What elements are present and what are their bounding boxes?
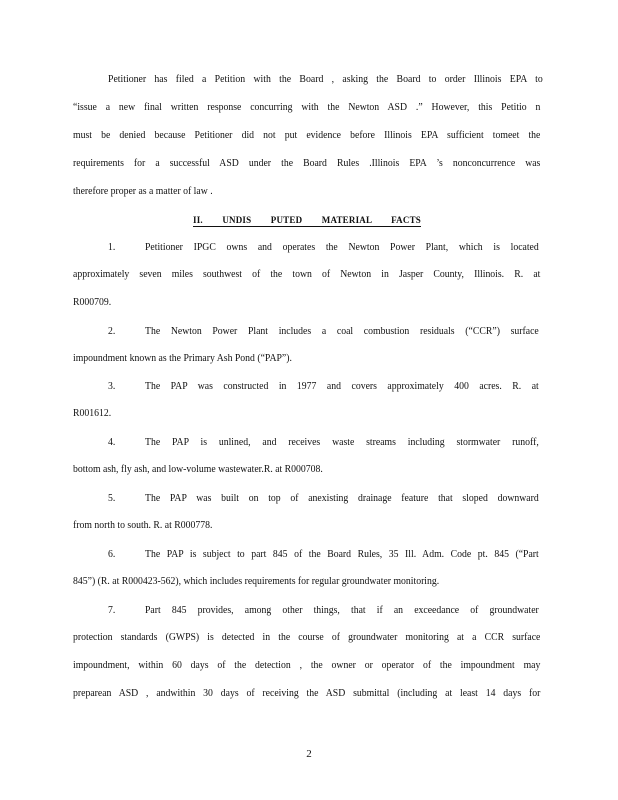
paragraph-first-line: The PAP is subject to part 845 of the Board Rules, 35 Ill. Adm. Code pt. 845 (“Part <box>145 549 539 560</box>
paragraph-number: 1. <box>108 242 116 253</box>
paragraph-line: bottom ash, fly ash, and low-volume wastewater.R. at R000708. <box>73 464 323 475</box>
paragraph-first-line: Petitioner IPGC owns and operates the Newton Power Plant, which is located <box>145 242 539 253</box>
intro-line-2: “issue a new final written response concurring with the Newton ASD .” However, this Petitio n <box>73 102 541 113</box>
paragraph-first-line: The PAP was built on top of anexisting drainage feature that sloped downward <box>145 493 539 504</box>
paragraph-number: 6. <box>108 549 116 560</box>
paragraph-line: approximately seven miles southwest of the town of Newton in Jasper County, Illinois. R. at <box>73 269 541 280</box>
paragraph-line: impoundment known as the Primary Ash Pond (“PAP”). <box>73 353 292 364</box>
paragraph-line: R001612. <box>73 408 112 419</box>
paragraph-number: 4. <box>108 437 116 448</box>
paragraph-number: 2. <box>108 326 116 337</box>
paragraph-first-line: Part 845 provides, among other things, that if an exceedance of groundwater <box>145 605 539 616</box>
paragraph-line: preparean ASD , andwithin 30 days of receiving the ASD submittal (including at least 14 days for <box>73 688 541 699</box>
paragraph-line: protection standards (GWPS) is detected in the course of groundwater monitoring at a CCR surface <box>73 632 541 643</box>
page-number: 2 <box>306 748 312 760</box>
paragraph-number: 7. <box>108 605 116 616</box>
paragraph-first-line: The PAP is unlined, and receives waste streams including stormwater runoff, <box>145 437 539 448</box>
paragraph-line: from north to south. R. at R000778. <box>73 520 213 531</box>
paragraph-line: R000709. <box>73 297 112 308</box>
intro-line-1: Petitioner has filed a Petition with the Board , asking the Board to order Illinois EPA to <box>108 74 543 85</box>
paragraph-line: impoundment, within 60 days of the detection , the owner or operator of the impoundment may <box>73 660 541 671</box>
intro-line-5: therefore proper as a matter of law . <box>73 186 213 197</box>
paragraph-number: 3. <box>108 381 116 392</box>
intro-line-3: must be denied because Petitioner did not put evidence before Illinois EPA sufficient tomeet the <box>73 130 541 141</box>
paragraph-first-line: The Newton Power Plant includes a coal combustion residuals (“CCR”) surface <box>145 326 539 337</box>
intro-line-4: requirements for a successful ASD under the Board Rules .Illinois EPA ’s nonconcurrence was <box>73 158 541 169</box>
paragraph-line: 845”) (R. at R000423-562), which includes requirements for regular groundwater monitoring. <box>73 576 440 587</box>
paragraph-number: 5. <box>108 493 116 504</box>
section-heading: II. UNDIS PUTED MATERIAL FACTS <box>193 215 421 225</box>
paragraph-first-line: The PAP was constructed in 1977 and covers approximately 400 acres. R. at <box>145 381 539 392</box>
